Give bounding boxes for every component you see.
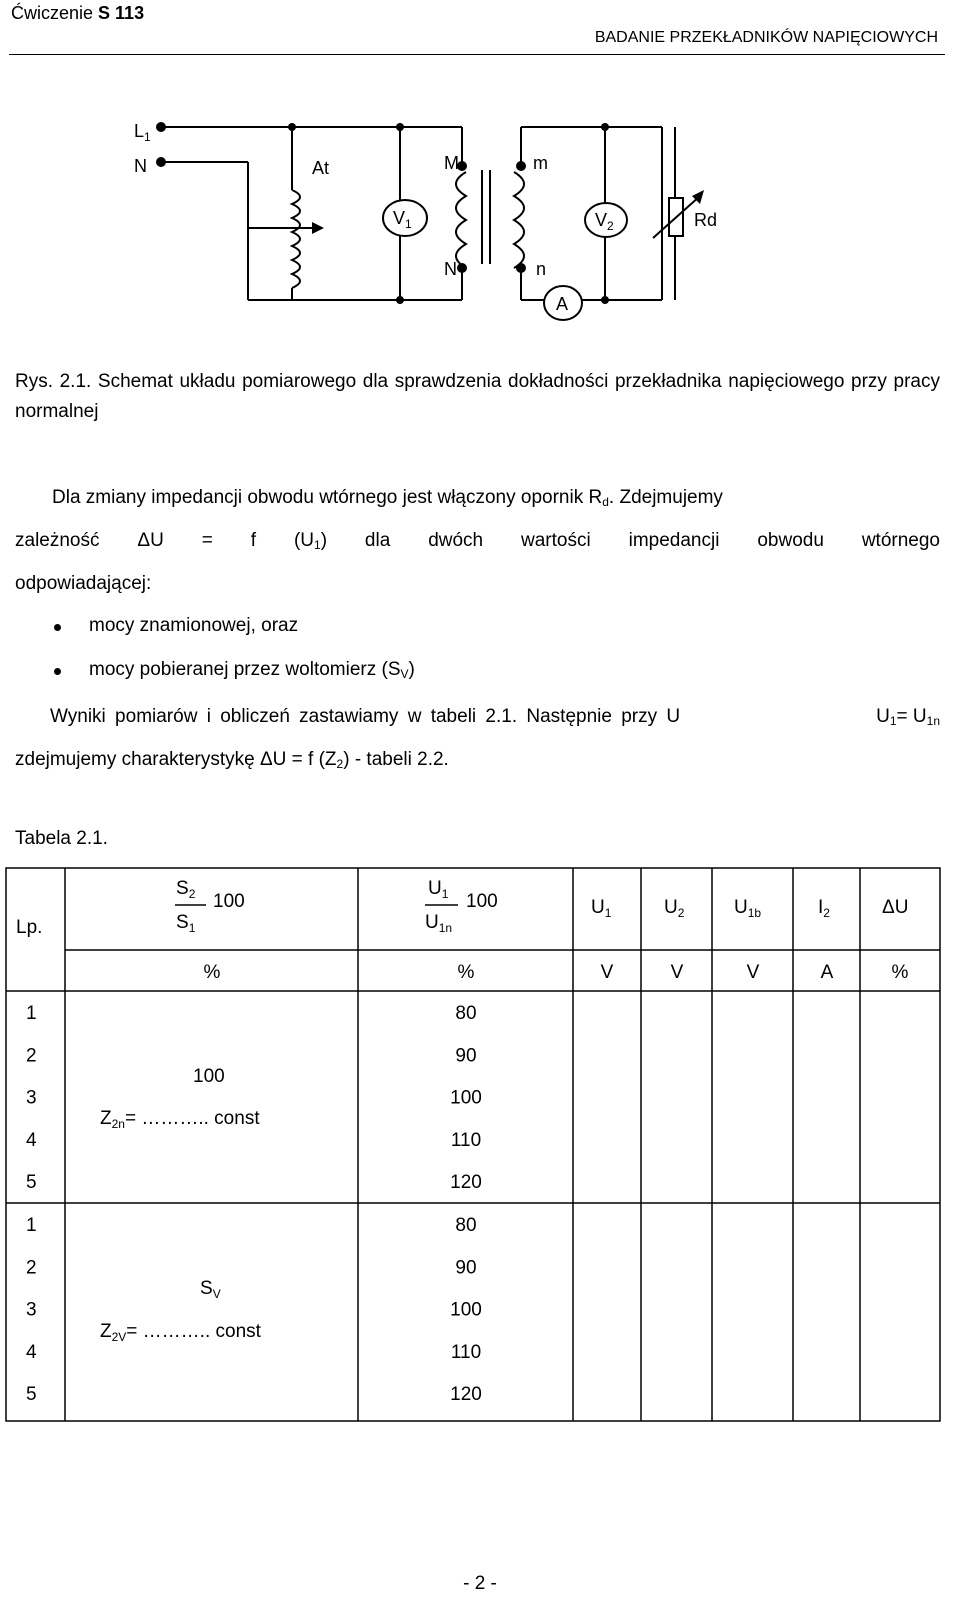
voltmeter-V2: $V_2$ — [595, 210, 614, 233]
unit-cell: % — [457, 962, 475, 983]
unit-cell: V — [670, 962, 684, 983]
bullet-voltmeter-power: mocy pobieranej przez woltomierz $(S_V)$ — [89, 659, 415, 681]
label-N-supply: N — [134, 156, 147, 176]
group1-row-lp: 5 — [26, 1172, 37, 1194]
group1-row-lp: 1 — [26, 1003, 37, 1024]
unit-cell: V — [746, 962, 760, 983]
group2-sv: $S_V$ — [200, 1278, 221, 1301]
group2-row-ratio: 90 — [455, 1257, 477, 1279]
group2-row-ratio: 80 — [455, 1215, 477, 1236]
header-col-u1b: $U_{1b}$ — [734, 897, 762, 920]
header-times-100-a: 100 — [213, 891, 245, 912]
group1-row-lp: 4 — [26, 1129, 37, 1151]
unit-cell: A — [820, 962, 834, 983]
paragraph-1-line-3: odpowiadającej: — [15, 573, 152, 594]
group1-row-ratio: 90 — [455, 1045, 477, 1067]
header-s1: $S_1$ — [176, 912, 196, 935]
group2-row-ratio: 110 — [450, 1341, 482, 1363]
header-col-i2: $I_2$ — [818, 897, 830, 920]
voltmeter-V1: $V_1$ — [393, 208, 412, 231]
group2-row-ratio: 100 — [450, 1299, 482, 1321]
header-lp: Lp. — [16, 917, 43, 938]
page-number: - 2 - — [463, 1573, 497, 1594]
header-col-u1: $U_1$ — [591, 897, 612, 920]
label-autotransformer: At — [312, 158, 330, 178]
group1-row-lp: 2 — [26, 1045, 37, 1067]
group2-row-ratio: 120 — [450, 1384, 482, 1406]
ammeter-A: A — [556, 294, 569, 314]
document-title: BADANIE PRZEKŁADNIKÓW NAPIĘCIOWYCH — [594, 29, 938, 46]
paragraph-2-line-1: Wyniki pomiarów i obliczeń zastawiamy w tabeli 2.1. Następnie przy U $U_1= U_{1n}$ — [50, 702, 940, 732]
paragraph-2-line-2: zdejmujemy charakterystykę ΔU = f $(Z_2)$ - tabeli 2.2. — [15, 749, 449, 771]
group1-row-ratio: 120 — [450, 1172, 482, 1194]
group1-row-lp: 3 — [26, 1087, 37, 1109]
header-u1n: $U_{1n}$ — [425, 912, 453, 935]
group2-row-lp: 5 — [26, 1384, 37, 1406]
figure-caption: Rys. 2.1. Schemat układu pomiarowego dla sprawdzenia dokładności przekładnika napięciowego przy pracy normalnej — [15, 371, 940, 422]
header-divider — [9, 54, 945, 55]
header-u1: $U_1$ — [428, 878, 449, 901]
label-m: m — [533, 153, 548, 173]
group1-row-ratio: 110 — [450, 1129, 482, 1151]
paragraph-1-line-2: zależność ΔU = f $(U_1)$ dla dwóch wartości impedancji obwodu wtórnego — [15, 530, 940, 552]
label-Rd: Rd — [694, 210, 718, 230]
circuit-diagram — [0, 100, 960, 330]
unit-cell: % — [891, 962, 909, 983]
exercise-id: S 113 — [98, 3, 145, 23]
exercise-label: Ćwiczenie S 113 — [11, 3, 145, 23]
header-col-delta-u: ΔU — [882, 897, 909, 918]
table-title: Tabela 2.1. — [15, 828, 108, 849]
label-M: M — [444, 153, 459, 173]
label-n: n — [536, 259, 547, 279]
label-L1: $L_1$ — [134, 121, 151, 144]
group1-pct-value: 100 — [193, 1066, 225, 1087]
unit-cell: V — [600, 962, 614, 983]
paragraph-2-text: Wyniki pomiarów i obliczeń zastawiamy w tabeli 2.1. Następnie przy U — [50, 706, 681, 727]
header-col-u2: $U_2$ — [664, 897, 685, 920]
group2-row-lp: 3 — [26, 1299, 37, 1321]
results-table — [0, 866, 960, 1426]
group1-row-ratio: 100 — [450, 1087, 482, 1109]
bullet-dot — [54, 668, 61, 675]
label-N-primary: N — [444, 259, 457, 279]
bullet-dot — [54, 624, 61, 631]
bullet-rated-power: mocy znamionowej, oraz — [89, 615, 299, 636]
header-times-100-b: 100 — [466, 891, 498, 912]
paragraph-1-line-1: Dla zmiany impedancji obwodu wtórnego jest włączony opornik $R_d$. Zdejmujemy — [52, 487, 723, 509]
group2-row-lp: 1 — [26, 1215, 37, 1236]
group2-row-lp: 2 — [26, 1257, 37, 1279]
header-s2: $S_2$ — [176, 878, 196, 901]
group2-row-lp: 4 — [26, 1341, 37, 1363]
group1-row-ratio: 80 — [455, 1003, 477, 1024]
group2-impedance: $Z_{2V}=$ ……….. const — [100, 1321, 261, 1344]
group1-impedance: $Z_{2n}=$ ……….. const — [100, 1108, 260, 1131]
unit-cell: % — [203, 962, 221, 983]
